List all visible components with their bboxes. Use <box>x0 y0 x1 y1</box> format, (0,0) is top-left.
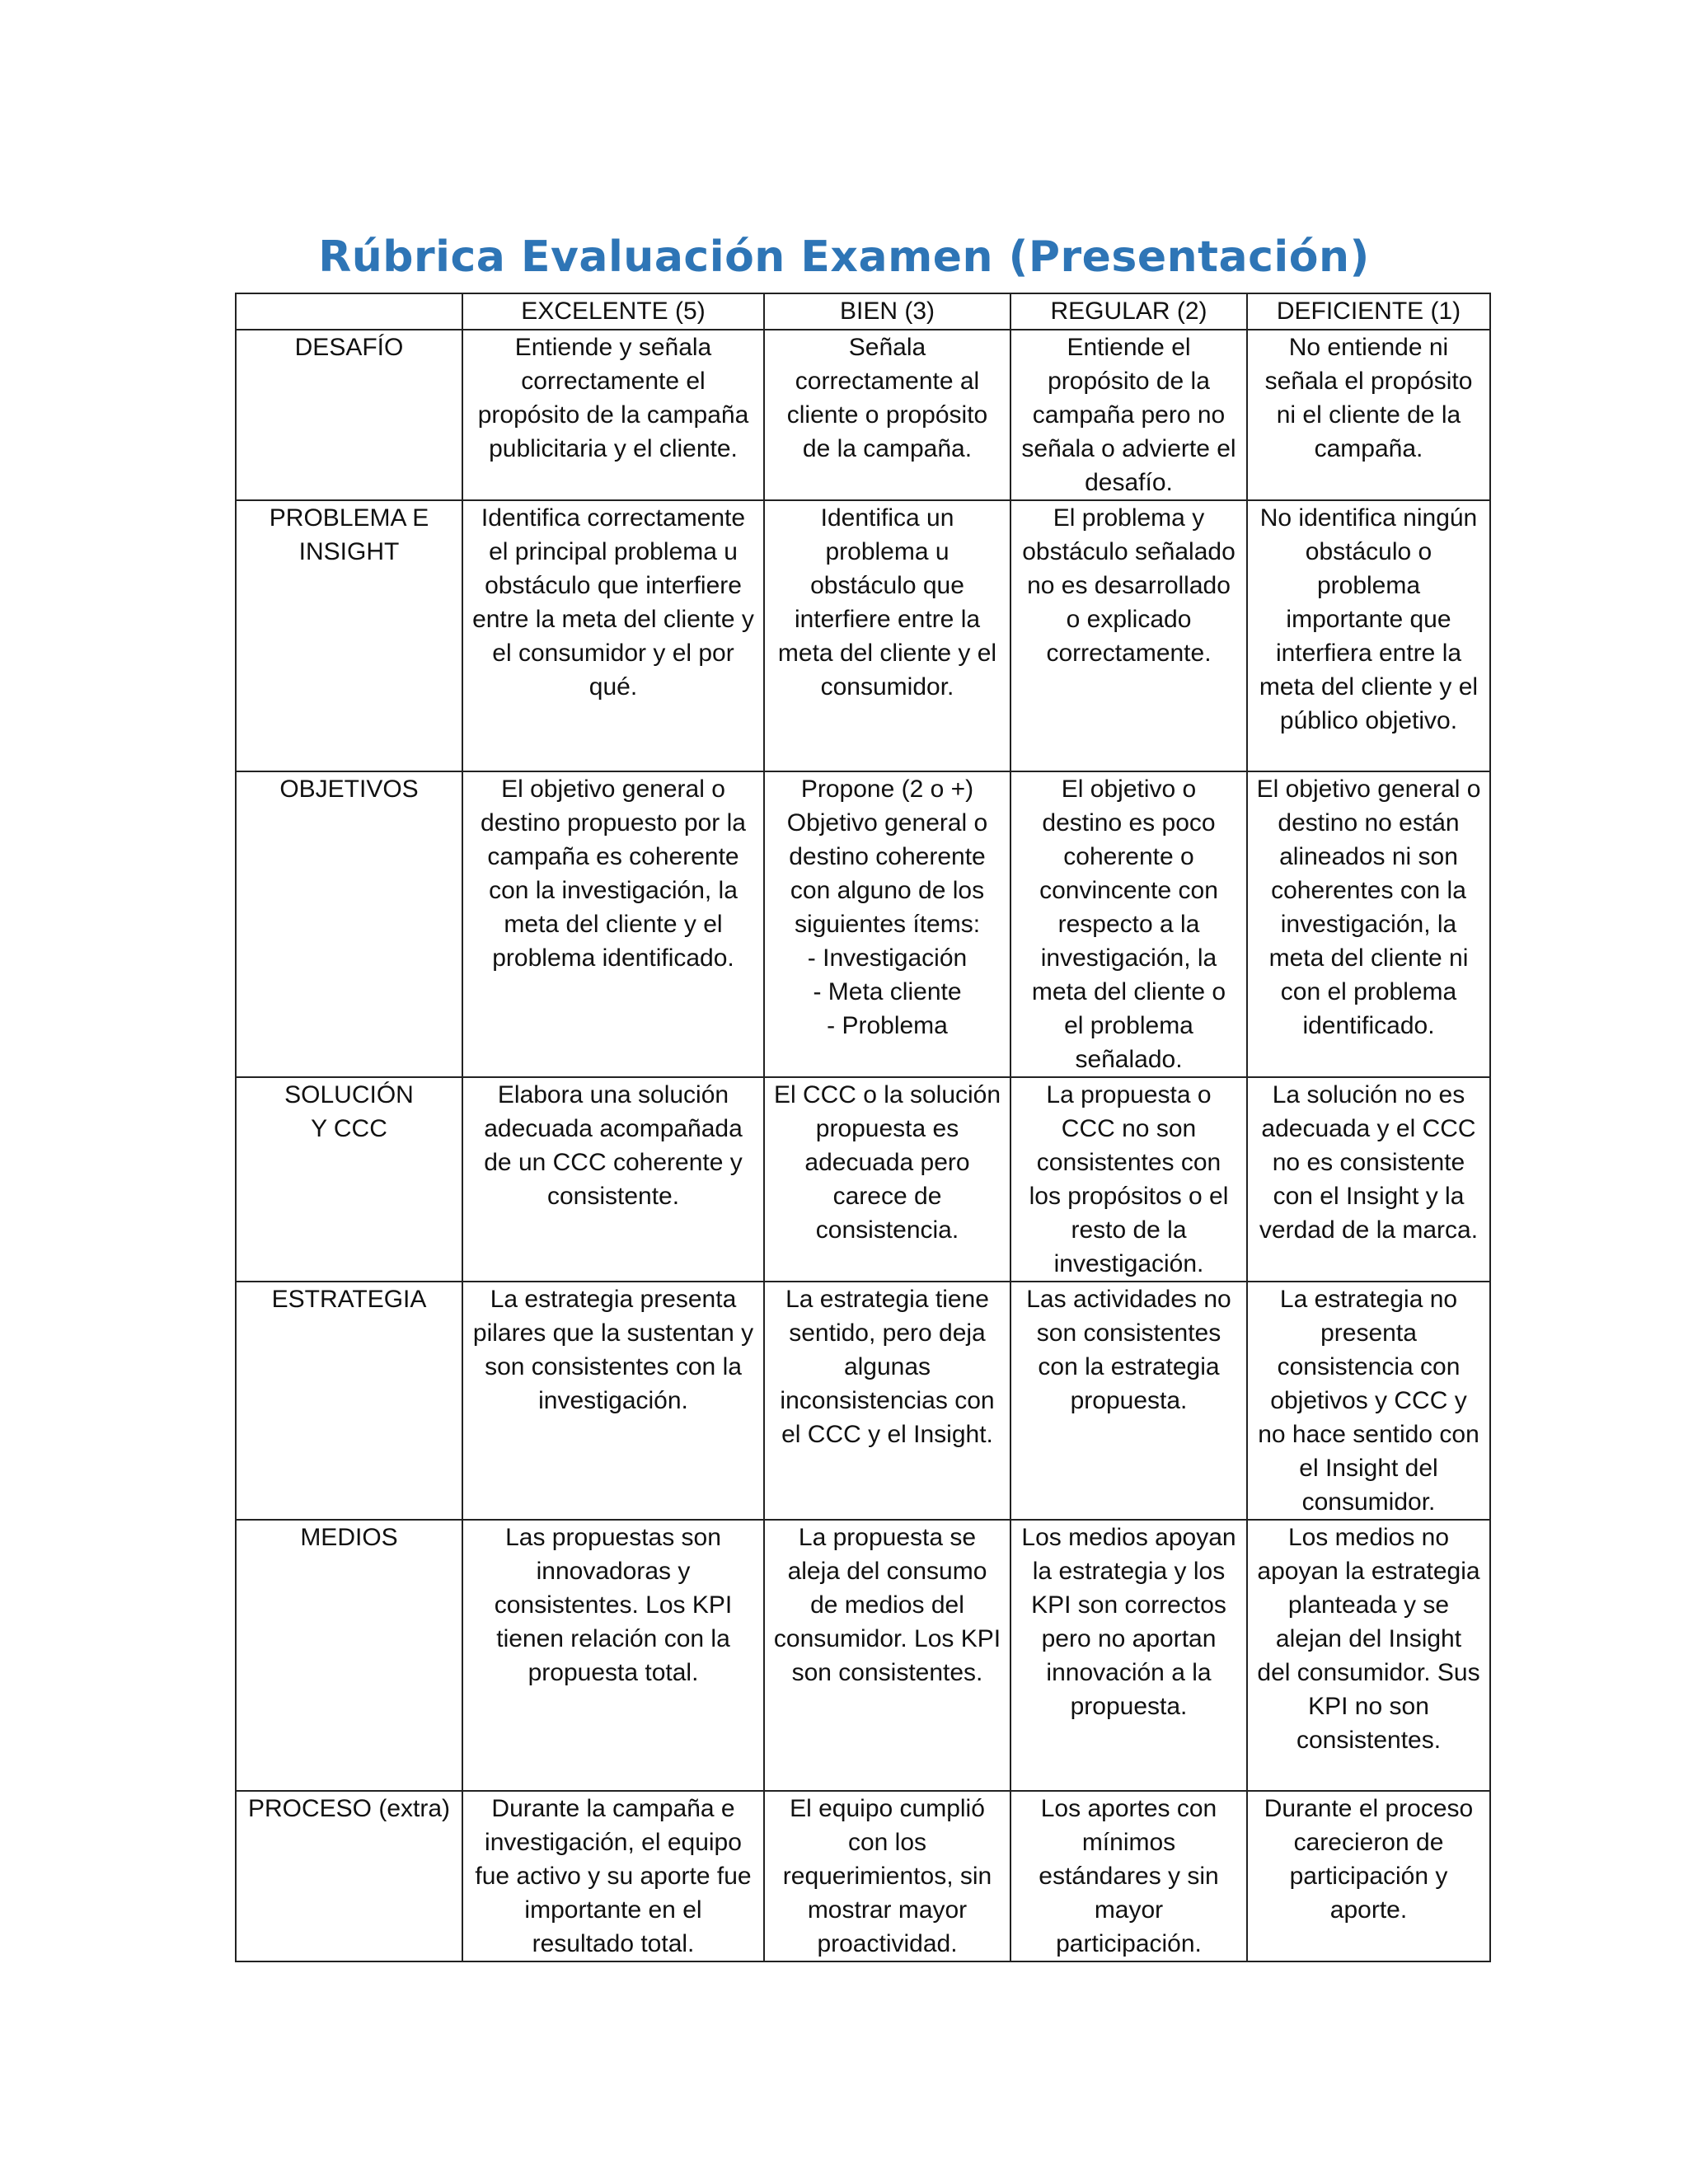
criterion-cell: DESAFÍO <box>236 330 462 500</box>
table-row <box>236 1282 1490 1520</box>
descriptor-cell: Entiende el propósito de la campaña pero no señala o advierte el desafío. <box>1010 330 1247 500</box>
descriptor-cell: No identifica ningún obstáculo o problema importante que interfiera entre la meta del cliente y el público objetivo. <box>1247 500 1490 771</box>
criterion-cell: SOLUCIÓN Y CCC <box>236 1077 462 1282</box>
descriptor-cell: El problema y obstáculo señalado no es desarrollado o explicado correctamente. <box>1010 500 1247 771</box>
rubric-table <box>235 293 1491 1962</box>
criterion-cell: MEDIOS <box>236 1520 462 1791</box>
descriptor-cell: La estrategia tiene sentido, pero deja algunas inconsistencias con el CCC y el Insight. <box>764 1282 1010 1520</box>
descriptor-cell: La solución no es adecuada y el CCC no es consistente con el Insight y la verdad de la marca. <box>1247 1077 1490 1282</box>
descriptor-cell: Durante la campaña e investigación, el equipo fue activo y su aporte fue importante en el resultado total. <box>462 1791 764 1961</box>
table-row <box>236 771 1490 1077</box>
header-cell-criterion <box>236 293 462 330</box>
descriptor-cell: Entiende y señala correctamente el propósito de la campaña publicitaria y el cliente. <box>462 330 764 500</box>
descriptor-cell: El CCC o la solución propuesta es adecuada pero carece de consistencia. <box>764 1077 1010 1282</box>
header-row <box>236 293 1490 330</box>
criterion-cell: ESTRATEGIA <box>236 1282 462 1520</box>
criterion-cell: PROCESO (extra) <box>236 1791 462 1961</box>
table-row <box>236 330 1490 500</box>
header-cell-regular: REGULAR (2) <box>1010 293 1247 330</box>
descriptor-cell: La propuesta o CCC no son consistentes con los propósitos o el resto de la investigación. <box>1010 1077 1247 1282</box>
descriptor-cell: El equipo cumplió con los requerimientos, sin mostrar mayor proactividad. <box>764 1791 1010 1961</box>
page-title: Rúbrica Evaluación Examen (Presentación) <box>318 232 1370 282</box>
descriptor-cell: Los medios apoyan la estrategia y los KPI son correctos pero no aportan innovación a la propuesta. <box>1010 1520 1247 1791</box>
table-row <box>236 500 1490 771</box>
criterion-cell: PROBLEMA E INSIGHT <box>236 500 462 771</box>
descriptor-cell: El objetivo o destino es poco coherente o convincente con respecto a la investigación, la meta del cliente o el problema señalado. <box>1010 771 1247 1077</box>
table-row <box>236 1520 1490 1791</box>
descriptor-cell: La estrategia no presenta consistencia con objetivos y CCC y no hace sentido con el Insight del consumidor. <box>1247 1282 1490 1520</box>
descriptor-cell: Elabora una solución adecuada acompañada de un CCC coherente y consistente. <box>462 1077 764 1282</box>
descriptor-cell: Los aportes con mínimos estándares y sin mayor participación. <box>1010 1791 1247 1961</box>
header-cell-excelente: EXCELENTE (5) <box>462 293 764 330</box>
descriptor-cell: Las actividades no son consistentes con la estrategia propuesta. <box>1010 1282 1247 1520</box>
header-cell-deficiente: DEFICIENTE (1) <box>1247 293 1490 330</box>
descriptor-cell: Señala correctamente al cliente o propósito de la campaña. <box>764 330 1010 500</box>
descriptor-cell: La propuesta se aleja del consumo de medios del consumidor. Los KPI son consistentes. <box>764 1520 1010 1791</box>
descriptor-cell: Identifica un problema u obstáculo que interfiere entre la meta del cliente y el consumidor. <box>764 500 1010 771</box>
descriptor-cell: Las propuestas son innovadoras y consistentes. Los KPI tienen relación con la propuesta total. <box>462 1520 764 1791</box>
descriptor-cell: Propone (2 o +) Objetivo general o destino coherente con alguno de los siguientes ítems: - Investigación - Meta cliente - Problema <box>764 771 1010 1077</box>
table-row <box>236 1077 1490 1282</box>
descriptor-cell: Identifica correctamente el principal problema u obstáculo que interfiere entre la meta del cliente y el consumidor y el por qué. <box>462 500 764 771</box>
descriptor-cell: El objetivo general o destino no están alineados ni son coherentes con la investigación, la meta del cliente ni con el problema identificado. <box>1247 771 1490 1077</box>
header-cell-bien: BIEN (3) <box>764 293 1010 330</box>
descriptor-cell: Los medios no apoyan la estrategia planteada y se alejan del Insight del consumidor. Sus KPI no son consistentes. <box>1247 1520 1490 1791</box>
descriptor-cell: Durante el proceso carecieron de participación y aporte. <box>1247 1791 1490 1961</box>
descriptor-cell: La estrategia presenta pilares que la sustentan y son consistentes con la investigación. <box>462 1282 764 1520</box>
table-row <box>236 1791 1490 1961</box>
descriptor-cell: No entiende ni señala el propósito ni el cliente de la campaña. <box>1247 330 1490 500</box>
descriptor-cell: El objetivo general o destino propuesto por la campaña es coherente con la investigación, la meta del cliente y el problema identificado. <box>462 771 764 1077</box>
criterion-cell: OBJETIVOS <box>236 771 462 1077</box>
